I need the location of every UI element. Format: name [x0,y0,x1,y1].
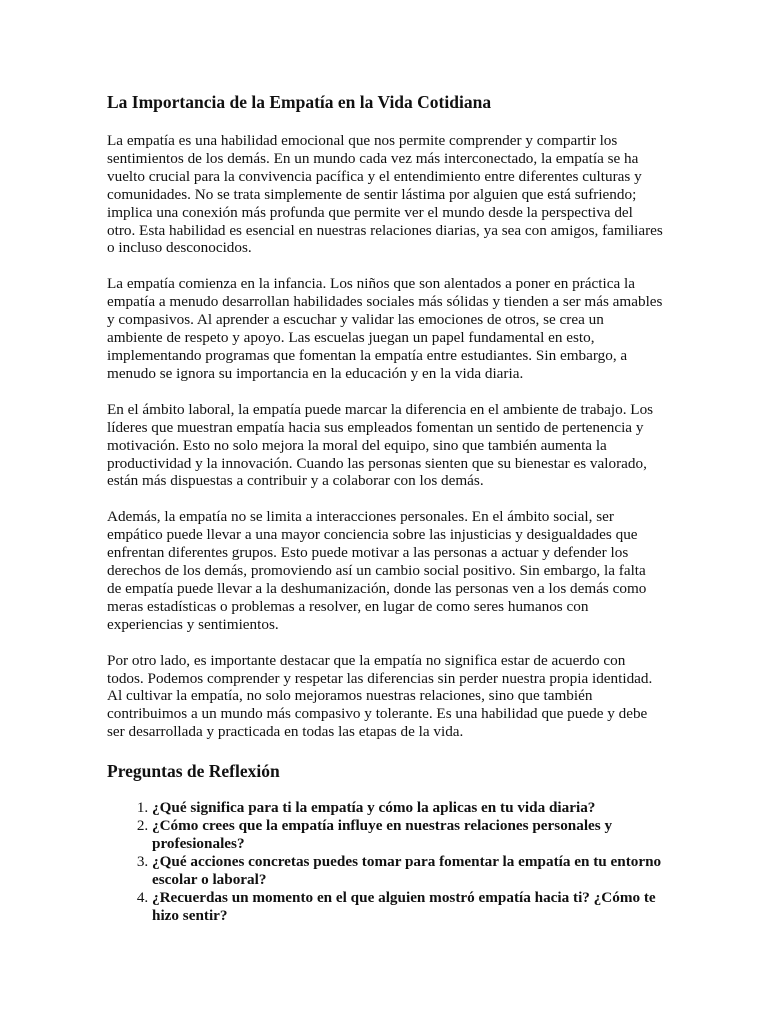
question-item: 3. ¿Qué acciones concretas puedes tomar para fomentar la empatía en tu entorno escolar o laboral? [152,853,663,889]
paragraph-1: La empatía es una habilidad emocional que nos permite comprender y compartir los sentimientos de los demás. En un mundo cada vez más interconectado, la empatía se ha vuelto crucial para la convivencia pacífica y el entendimiento entre diferentes culturas y comunidades. No se trata simplemente de sentir lástima por alguien que está sufriendo; implica una conexión más profunda que permite ver el mundo desde la perspectiva del otro. Esta habilidad es esencial en nuestras relaciones diarias, ya sea con amigos, familiares o incluso desconocidos. [107,132,663,257]
question-item: 4. ¿Recuerdas un momento en el que alguien mostró empatía hacia ti? ¿Cómo te hizo sentir? [152,889,663,925]
question-item: 2. ¿Cómo crees que la empatía influye en nuestras relaciones personales y profesionales? [152,817,663,853]
paragraph-4: Además, la empatía no se limita a interacciones personales. En el ámbito social, ser empático puede llevar a una mayor conciencia sobre las injusticias y desigualdades que enfrentan diferentes grupos. Esto puede motivar a las personas a actuar y defender los derechos de los demás, promoviendo así un cambio social positivo. Sin embargo, la falta de empatía puede llevar a la deshumanización, donde las personas ven a los demás como meras estadísticas o problemas a resolver, en lugar de como seres humanos con experiencias y sentimientos. [107,508,647,633]
reflection-questions-list [107,799,663,924]
reflection-heading: Preguntas de Reflexión [107,761,280,782]
paragraph-2: La empatía comienza en la infancia. Los niños que son alentados a poner en práctica la empatía a menudo desarrollan habilidades sociales más sólidas y tienden a ser más amables y compasivos. Al aprender a escuchar y validar las emociones de otros, se crea un ambiente de respeto y apoyo. Las escuelas juegan un papel fundamental en esto, implementando programas que fomentan la empatía entre estudiantes. Sin embargo, a menudo se ignora su importancia en la educación y en la vida diaria. [107,275,663,382]
document-title: La Importancia de la Empatía en la Vida Cotidiana [107,92,492,112]
paragraph-3: En el ámbito laboral, la empatía puede marcar la diferencia en el ambiente de trabajo. Los líderes que muestran empatía hacia sus empleados fomentan un sentido de pertenencia y motivación. Esto no solo mejora la moral del equipo, sino que también aumenta la productividad y la innovación. Cuando las personas sienten que su bienestar es valorado, están más dispuestas a contribuir y a colaborar con los demás. [107,400,654,490]
document-page [107,90,663,925]
question-item: 1. ¿Qué significa para ti la empatía y cómo la aplicas en tu vida diaria? [152,799,663,817]
paragraph-5: Por otro lado, es importante destacar que la empatía no significa estar de acuerdo con todos. Podemos comprender y respetar las diferencias sin perder nuestra propia identidad. Al cultivar la empatía, no solo mejoramos nuestras relaciones, sino que también contribuimos a un mundo más compasivo y tolerante. Es una habilidad que puede y debe ser desarrollada y practicada en todas las etapas de la vida. [107,651,653,741]
